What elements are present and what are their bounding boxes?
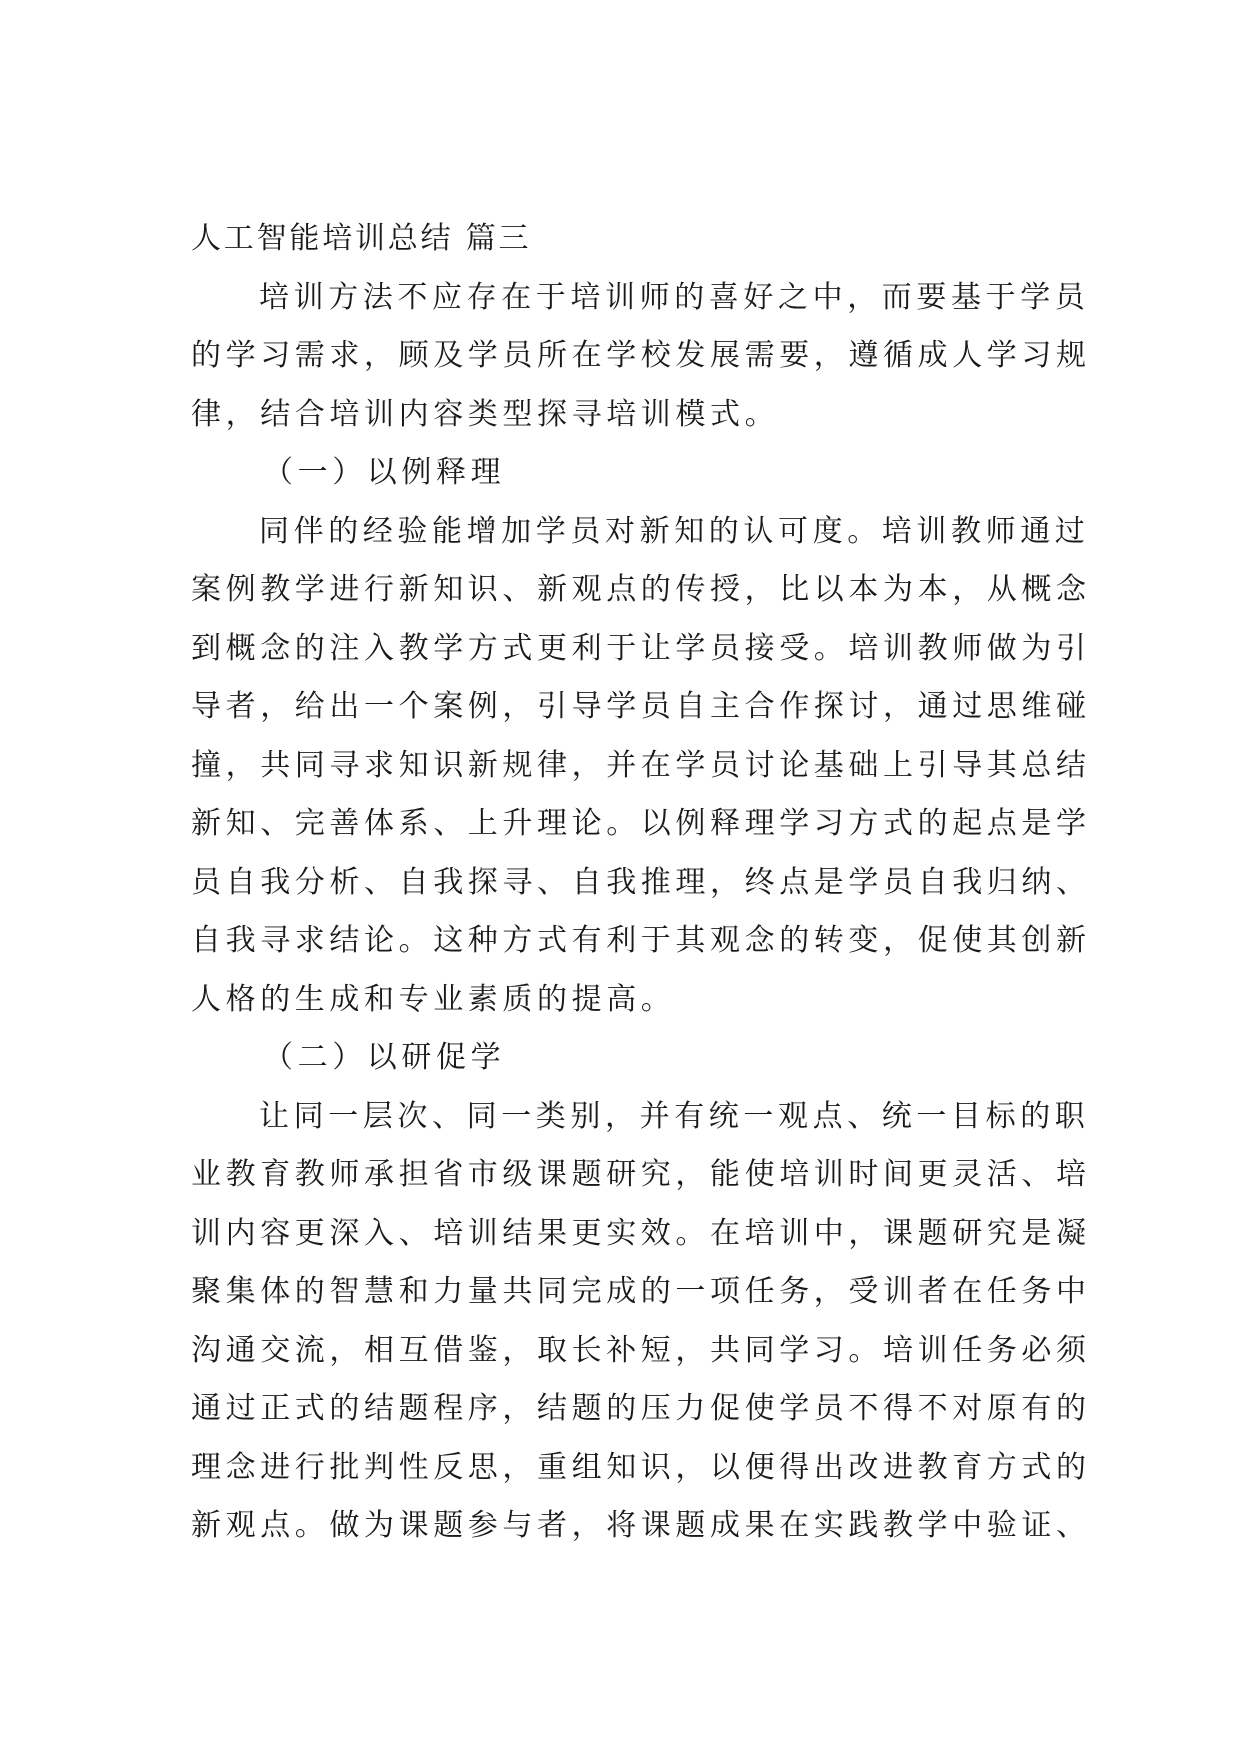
document-page [191,210,1091,1556]
paragraph-line: 案例教学进行新知识、新观点的传授，比以本为本，从概念 [191,572,1091,607]
paragraph-line: 培训方法不应存在于培训师的喜好之中，而要基于学员 [259,279,1090,315]
paragraph-line: 训内容更深入、培训结果更实效。在培训中，课题研究是凝 [191,1215,1091,1251]
paragraph-line: 理念进行批判性反思，重组知识，以便得出改进教育方式的 [191,1449,1091,1485]
section-heading: （二）以研促学 [263,1040,506,1075]
paragraph-line: 员自我分析、自我探寻、自我推理，终点是学员自我归纳、 [191,864,1091,900]
paragraph-line: 人格的生成和专业素质的提高。 [191,981,676,1017]
paragraph-line: 同伴的经验能增加学员对新知的认可度。培训教师通过 [259,513,1090,549]
document-title: 人工智能培训总结 篇三 [191,221,532,256]
paragraph-line: 让同一层次、同一类别，并有统一观点、统一目标的职 [259,1098,1090,1134]
paragraph-line: 新观点。做为课题参与者，将课题成果在实践教学中验证、 [191,1508,1091,1543]
paragraph-line: 业教育教师承担省市级课题研究，能使培训时间更灵活、培 [191,1157,1091,1192]
paragraph-line: 撞，共同寻求知识新规律，并在学员讨论基础上引导其总结 [191,747,1091,783]
paragraph-line: 通过正式的结题程序，结题的压力促使学员不得不对原有的 [191,1391,1091,1426]
paragraph-line: 导者，给出一个案例，引导学员自主合作探讨，通过思维碰 [191,689,1091,724]
paragraph-line: 自我寻求结论。这种方式有利于其观念的转变，促使其创新 [191,923,1091,958]
paragraph-line: 新知、完善体系、上升理论。以例释理学习方式的起点是学 [191,806,1091,841]
paragraph-line: 沟通交流，相互借鉴，取长补短，共同学习。培训任务必须 [191,1332,1091,1368]
paragraph-line: 律，结合培训内容类型探寻培训模式。 [191,396,780,432]
paragraph-line: 到概念的注入教学方式更利于让学员接受。培训教师做为引 [191,630,1091,666]
paragraph-line: 的学习需求，顾及学员所在学校发展需要，遵循成人学习规 [191,338,1091,373]
paragraph-line: 聚集体的智慧和力量共同完成的一项任务，受训者在任务中 [191,1274,1091,1309]
section-heading: （一）以例释理 [263,455,506,490]
